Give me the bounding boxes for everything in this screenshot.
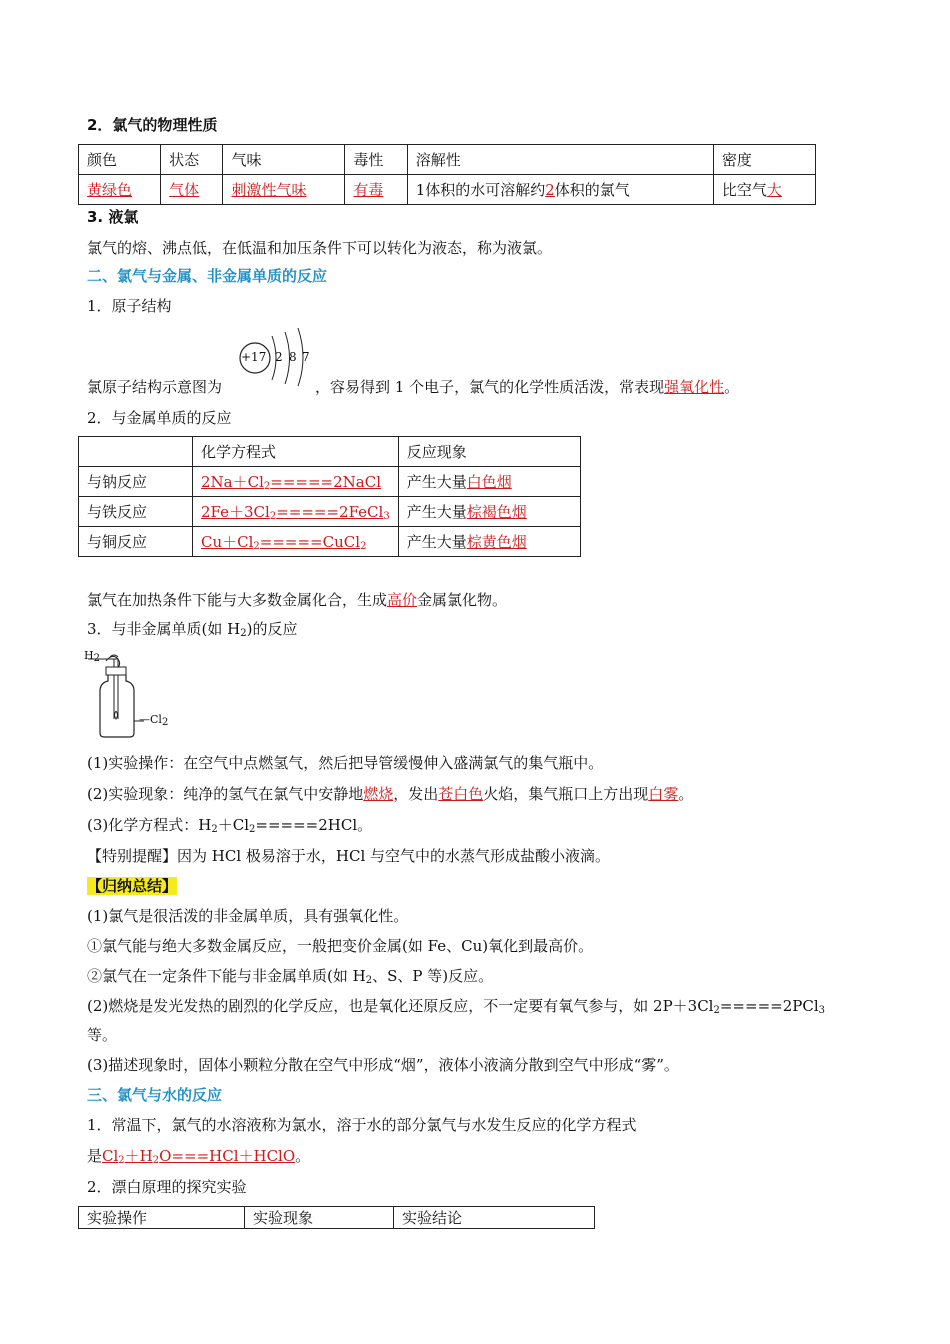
atom-structure-text: ，容易得到 1 个电子，氯气的化学性质活泼，常表现强氧化性。 [315, 378, 740, 396]
val-state: 气体 [169, 181, 200, 199]
special-note: 【特别提醒】因为 HCl 极易溶于水，HCl 与空气中的水蒸气形成盐酸小液滴。 [87, 847, 611, 865]
atom-structure-label: 氯原子结构示意图为 [87, 378, 223, 396]
th-solubility: 溶解性 [407, 145, 713, 175]
bleach-table: 实验操作 实验现象 实验结论 [78, 1206, 595, 1229]
metal-summary: 氯气在加热条件下能与大多数金属化合，生成高价金属氯化物。 [87, 591, 508, 609]
experiment-operation: (1)实验操作：在空气中点燃氢气，然后把导管缓慢伸入盛满氯气的集气瓶中。 [87, 754, 604, 772]
heading-metal-reactions: 二、氯气与金属、非金属单质的反应 [87, 267, 328, 285]
nucleus-charge: +17 [241, 350, 267, 364]
shell-2-electrons: 8 [289, 350, 297, 364]
th-phenomenon: 反应现象 [398, 437, 580, 467]
table-row: 与钠反应 $2Na+Cl_2=====2NaCl$ 产生大量白色烟 [79, 467, 581, 497]
section-2-title: 2．氯气的物理性质 [87, 116, 218, 134]
bleach-experiment-title: 2．漂白原理的探究实验 [87, 1178, 247, 1196]
equation-na: $2Na+Cl_2=====2NaCl$ [201, 473, 381, 492]
val-smell: 刺激性气味 [231, 181, 307, 199]
equation-cu: $Cu+Cl_2=====CuCl_2$ [201, 533, 367, 552]
shell-1-electrons: 2 [275, 350, 283, 364]
water-reaction-equation: 是$Cl_2+H_2O===HCl+HClO$。 [87, 1147, 311, 1166]
properties-table [78, 144, 816, 205]
summary-3: (3)描述现象时，固体小颗粒分散在空气中形成“烟”，液体小液滴分散到空气中形成“雾”。 [87, 1056, 679, 1074]
table-row: 与铜反应 $Cu+Cl_2=====CuCl_2$ 产生大量棕黄色烟 [79, 527, 581, 557]
summary-2: (2)燃烧是发光发热的剧烈的化学反应，也是氧化还原反应，不一定要有氧气参与，如 $2P+3Cl_2=====2PCl_3$ [87, 997, 825, 1016]
shell-3-electrons: 7 [302, 350, 310, 364]
section-3-title: 3. 液氯 [87, 208, 139, 226]
th-smell: 气味 [223, 145, 345, 175]
table-row: 与铁反应 $2Fe+3Cl_2=====2FeCl_3$ 产生大量棕褐色烟 [79, 497, 581, 527]
summary-tag: 【归纳总结】 [87, 877, 178, 895]
val-toxic: 有毒 [353, 181, 384, 199]
experiment-phenomenon: (2)实验现象：纯净的氢气在氯气中安静地燃烧，发出苍白色火焰，集气瓶口上方出现白雾。 [87, 785, 694, 803]
gas-jar-apparatus [84, 647, 174, 739]
metal-reaction-title: 2．与金属单质的反应 [87, 409, 232, 427]
val-color: 黄绿色 [87, 181, 133, 199]
equation-fe: $2Fe+3Cl_2=====2FeCl_3$ [201, 503, 390, 522]
th-toxic: 毒性 [345, 145, 407, 175]
th-equation: 化学方程式 [193, 437, 399, 467]
metal-reaction-table [78, 436, 581, 557]
heading-water-reaction: 三、氯气与水的反应 [87, 1086, 223, 1104]
nonmetal-reaction-title: 3．与非金属单质(如 $H_2$)的反应 [87, 620, 298, 639]
summary-1a: ①氯气能与绝大多数金属反应，一般把变价金属(如 Fe、Cu)氧化到最高价。 [87, 937, 594, 955]
summary-1b: ②氯气在一定条件下能与非金属单质(如 $H_2$、S、P 等)反应。 [87, 967, 494, 986]
atom-structure-title: 1．原子结构 [87, 297, 172, 315]
val-density: 比空气大 [713, 175, 815, 205]
th-color: 颜色 [79, 145, 161, 175]
summary-1: (1)氯气是很活泼的非金属单质，具有强氧化性。 [87, 907, 409, 925]
liquid-chlorine-text: 氯气的熔、沸点低，在低温和加压条件下可以转化为液态，称为液氯。 [87, 239, 553, 257]
atom-diagram [236, 322, 316, 388]
cl2-label: $—Cl_2$ [139, 713, 169, 728]
experiment-equation: (3)化学方程式：$H_2+Cl_2=====2HCl$。 [87, 816, 373, 835]
h2-label: $H_2$ [84, 649, 100, 664]
val-solubility: 1体积的水可溶解约2体积的氯气 [407, 175, 713, 205]
th-density: 密度 [713, 145, 815, 175]
th-state: 状态 [161, 145, 223, 175]
summary-2-end: 等。 [87, 1026, 118, 1044]
water-reaction-text: 1．常温下，氯气的水溶液称为氯水，溶于水的部分氯气与水发生反应的化学方程式 [87, 1116, 637, 1134]
